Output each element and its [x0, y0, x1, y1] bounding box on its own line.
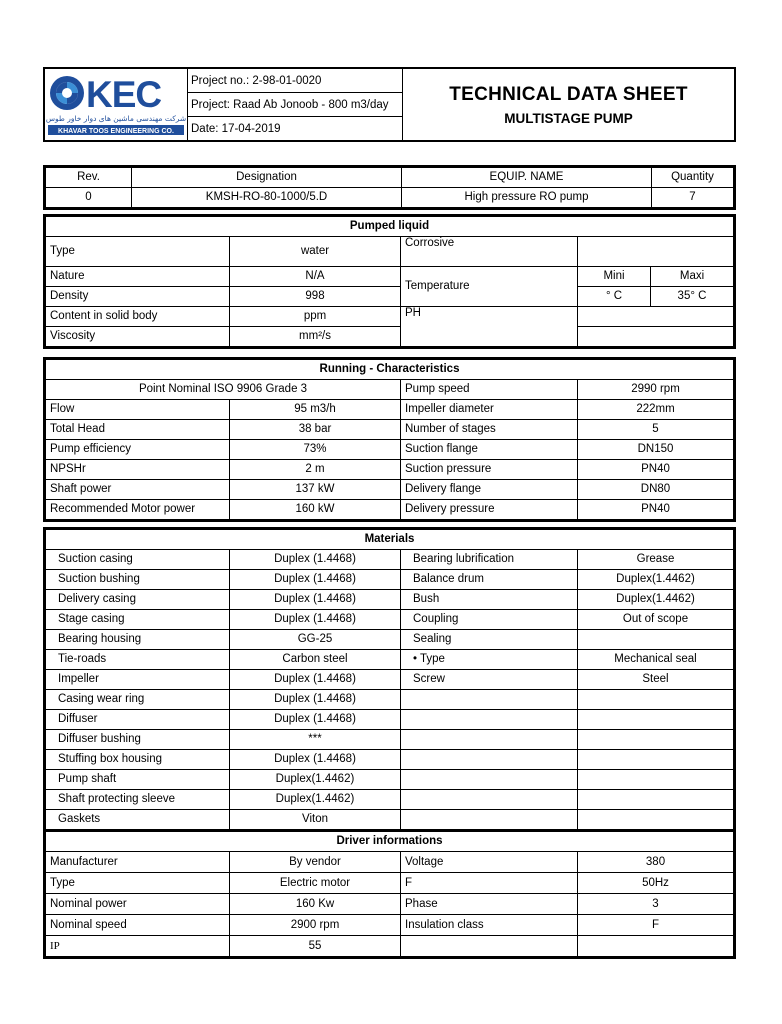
- table-row: [46, 550, 734, 570]
- running-characteristics-section: [43, 357, 736, 522]
- right-value: Duplex(1.4462): [578, 590, 734, 610]
- section-title: Materials: [46, 530, 734, 550]
- right-label: Delivery flange: [401, 480, 578, 500]
- left-label: Type: [46, 873, 230, 894]
- section-title: Pumped liquid: [46, 217, 734, 237]
- solid-content-label: Content in solid body: [46, 307, 230, 327]
- equipment-info-table: [43, 165, 736, 210]
- table-row: [46, 460, 734, 480]
- right-value: [578, 790, 734, 810]
- document-date: Date: 17-04-2019: [191, 122, 281, 135]
- maxi-label: Maxi: [651, 267, 734, 287]
- right-value: [578, 750, 734, 770]
- equip-name-header: EQUIP. NAME: [402, 168, 652, 188]
- section-title: Driver informations: [46, 832, 734, 852]
- table-row: [46, 440, 734, 460]
- left-value: Duplex(1.4462): [230, 790, 401, 810]
- left-label: Manufacturer: [46, 852, 230, 873]
- left-label: IP: [46, 936, 230, 957]
- svg-text:KHAVAR TOOS ENGINEERING CO.: KHAVAR TOOS ENGINEERING CO.: [58, 128, 174, 135]
- right-value: DN80: [578, 480, 734, 500]
- right-value: Duplex(1.4462): [578, 570, 734, 590]
- right-label: [401, 750, 578, 770]
- left-value: Duplex (1.4468): [230, 590, 401, 610]
- table-row: [46, 915, 734, 936]
- left-value: Duplex (1.4468): [230, 610, 401, 630]
- table-row: [46, 670, 734, 690]
- svg-text:شرکت مهندسی ماشین های دوار خاو: شرکت مهندسی ماشین های دوار خاور طوس: [45, 114, 187, 123]
- designation-header: Designation: [132, 168, 402, 188]
- table-row: [46, 420, 734, 440]
- right-value: 3: [578, 894, 734, 915]
- right-label: [401, 790, 578, 810]
- right-label: Delivery pressure: [401, 500, 578, 520]
- right-value: Out of scope: [578, 610, 734, 630]
- table-row: [46, 852, 734, 873]
- svg-text:KEC: KEC: [86, 74, 162, 115]
- right-label: Screw: [401, 670, 578, 690]
- left-value: Duplex (1.4468): [230, 670, 401, 690]
- right-value: Mechanical seal: [578, 650, 734, 670]
- right-value: 380: [578, 852, 734, 873]
- maxi-value: 35° C: [651, 287, 734, 307]
- right-value: Grease: [578, 550, 734, 570]
- project-number: Project no.: 2-98-01-0020: [188, 69, 402, 93]
- left-value: Duplex(1.4462): [230, 770, 401, 790]
- right-label: F: [401, 873, 578, 894]
- corrosive-label: Corrosive: [401, 237, 578, 267]
- left-label: Stuffing box housing: [46, 750, 230, 770]
- right-value: [578, 730, 734, 750]
- right-label: Phase: [401, 894, 578, 915]
- left-value: Viton: [230, 810, 401, 830]
- designation-value: KMSH-RO-80-1000/5.D: [132, 188, 402, 208]
- table-row: [46, 400, 734, 420]
- right-value: [578, 710, 734, 730]
- left-label: Shaft power: [46, 480, 230, 500]
- right-label: [401, 936, 578, 957]
- left-label: Diffuser: [46, 710, 230, 730]
- right-label: Voltage: [401, 852, 578, 873]
- right-label: Impeller diameter: [401, 400, 578, 420]
- right-label: [401, 710, 578, 730]
- pumped-liquid-section: [43, 214, 736, 349]
- left-value: Duplex (1.4468): [230, 550, 401, 570]
- project-info: [188, 69, 403, 140]
- mini-value: ° C: [578, 287, 651, 307]
- viscosity-value: mm²/s: [230, 327, 401, 347]
- table-row: [46, 790, 734, 810]
- left-value: 160 Kw: [230, 894, 401, 915]
- density-value: 998: [230, 287, 401, 307]
- left-label: Nominal speed: [46, 915, 230, 936]
- right-value: DN150: [578, 440, 734, 460]
- left-value: 95 m3/h: [230, 400, 401, 420]
- left-value: 160 kW: [230, 500, 401, 520]
- ph-label: PH: [401, 307, 578, 347]
- left-label: Suction bushing: [46, 570, 230, 590]
- right-label: [401, 770, 578, 790]
- mini-label: Mini: [578, 267, 651, 287]
- right-value: PN40: [578, 500, 734, 520]
- ph-value: [578, 307, 734, 327]
- equip-name-value: High pressure RO pump: [402, 188, 652, 208]
- left-value: Carbon steel: [230, 650, 401, 670]
- right-value: Steel: [578, 670, 734, 690]
- point-nominal: Point Nominal ISO 9906 Grade 3: [46, 380, 401, 400]
- left-label: Pump efficiency: [46, 440, 230, 460]
- ph-value-2: [578, 327, 734, 347]
- left-value: 2900 rpm: [230, 915, 401, 936]
- table-row: [46, 710, 734, 730]
- right-label: Number of stages: [401, 420, 578, 440]
- left-value: 2 m: [230, 460, 401, 480]
- left-value: Duplex (1.4468): [230, 710, 401, 730]
- right-value: [578, 770, 734, 790]
- type-value: water: [230, 237, 401, 267]
- left-value: Duplex (1.4468): [230, 750, 401, 770]
- left-value: 55: [230, 936, 401, 957]
- left-label: Diffuser bushing: [46, 730, 230, 750]
- left-value: 73%: [230, 440, 401, 460]
- company-logo: [45, 69, 188, 140]
- density-label: Density: [46, 287, 230, 307]
- nature-label: Nature: [46, 267, 230, 287]
- rev-value: 0: [46, 188, 132, 208]
- table-row: [46, 480, 734, 500]
- right-label: Insulation class: [401, 915, 578, 936]
- right-label: Bush: [401, 590, 578, 610]
- left-label: Impeller: [46, 670, 230, 690]
- left-label: Shaft protecting sleeve: [46, 790, 230, 810]
- right-label: [401, 810, 578, 830]
- left-value: Duplex (1.4468): [230, 690, 401, 710]
- quantity-header: Quantity: [652, 168, 734, 188]
- nature-value: N/A: [230, 267, 401, 287]
- section-title: Running - Characteristics: [46, 360, 734, 380]
- left-label: Total Head: [46, 420, 230, 440]
- right-label: [401, 690, 578, 710]
- table-row: [46, 590, 734, 610]
- right-label: • Type: [401, 650, 578, 670]
- table-row: [46, 570, 734, 590]
- right-value: 222mm: [578, 400, 734, 420]
- rev-header: Rev.: [46, 168, 132, 188]
- type-label: Type: [46, 237, 230, 267]
- left-value: ***: [230, 730, 401, 750]
- right-value: F: [578, 915, 734, 936]
- table-row: [46, 500, 734, 520]
- left-label: Suction casing: [46, 550, 230, 570]
- pump-speed-value: 2990 rpm: [578, 380, 734, 400]
- right-label: Bearing lubrification: [401, 550, 578, 570]
- left-value: Electric motor: [230, 873, 401, 894]
- left-label: Nominal power: [46, 894, 230, 915]
- page-title: TECHNICAL DATA SHEET: [449, 83, 688, 105]
- left-label: NPSHr: [46, 460, 230, 480]
- right-label: [401, 730, 578, 750]
- left-label: Stage casing: [46, 610, 230, 630]
- left-value: Duplex (1.4468): [230, 570, 401, 590]
- table-row: [46, 690, 734, 710]
- left-label: Flow: [46, 400, 230, 420]
- left-value: GG-25: [230, 630, 401, 650]
- table-row: [46, 610, 734, 630]
- right-value: [578, 690, 734, 710]
- left-label: Casing wear ring: [46, 690, 230, 710]
- left-label: Recommended Motor power: [46, 500, 230, 520]
- kec-logo-icon: [45, 69, 187, 140]
- corrosive-value: [578, 237, 734, 267]
- temperature-label: Temperature: [401, 267, 578, 307]
- left-value: 38 bar: [230, 420, 401, 440]
- table-row: [46, 936, 734, 957]
- viscosity-label: Viscosity: [46, 327, 230, 347]
- right-value: 5: [578, 420, 734, 440]
- table-row: [46, 630, 734, 650]
- right-label: Balance drum: [401, 570, 578, 590]
- table-row: [46, 873, 734, 894]
- left-label: Delivery casing: [46, 590, 230, 610]
- left-label: Pump shaft: [46, 770, 230, 790]
- left-label: Bearing housing: [46, 630, 230, 650]
- table-row: [46, 730, 734, 750]
- materials-section: [43, 527, 736, 832]
- right-label: Suction flange: [401, 440, 578, 460]
- left-label: Tie-roads: [46, 650, 230, 670]
- pump-speed-label: Pump speed: [401, 380, 578, 400]
- left-value: By vendor: [230, 852, 401, 873]
- right-label: Coupling: [401, 610, 578, 630]
- document-header: [43, 67, 736, 142]
- page-subtitle: MULTISTAGE PUMP: [504, 110, 633, 126]
- right-value: [578, 936, 734, 957]
- right-value: PN40: [578, 460, 734, 480]
- quantity-value: 7: [652, 188, 734, 208]
- solid-content-value: ppm: [230, 307, 401, 327]
- table-row: [46, 750, 734, 770]
- left-label: Gaskets: [46, 810, 230, 830]
- right-value: [578, 630, 734, 650]
- right-label: Sealing: [401, 630, 578, 650]
- project-name: Project: Raad Ab Jonoob - 800 m3/day: [188, 93, 402, 117]
- left-value: 137 kW: [230, 480, 401, 500]
- table-row: [46, 894, 734, 915]
- table-row: [46, 770, 734, 790]
- table-row: [46, 810, 734, 830]
- right-value: 50Hz: [578, 873, 734, 894]
- title-area: [403, 69, 734, 140]
- right-label: Suction pressure: [401, 460, 578, 480]
- table-row: [46, 650, 734, 670]
- driver-information-section: [43, 829, 736, 959]
- right-value: [578, 810, 734, 830]
